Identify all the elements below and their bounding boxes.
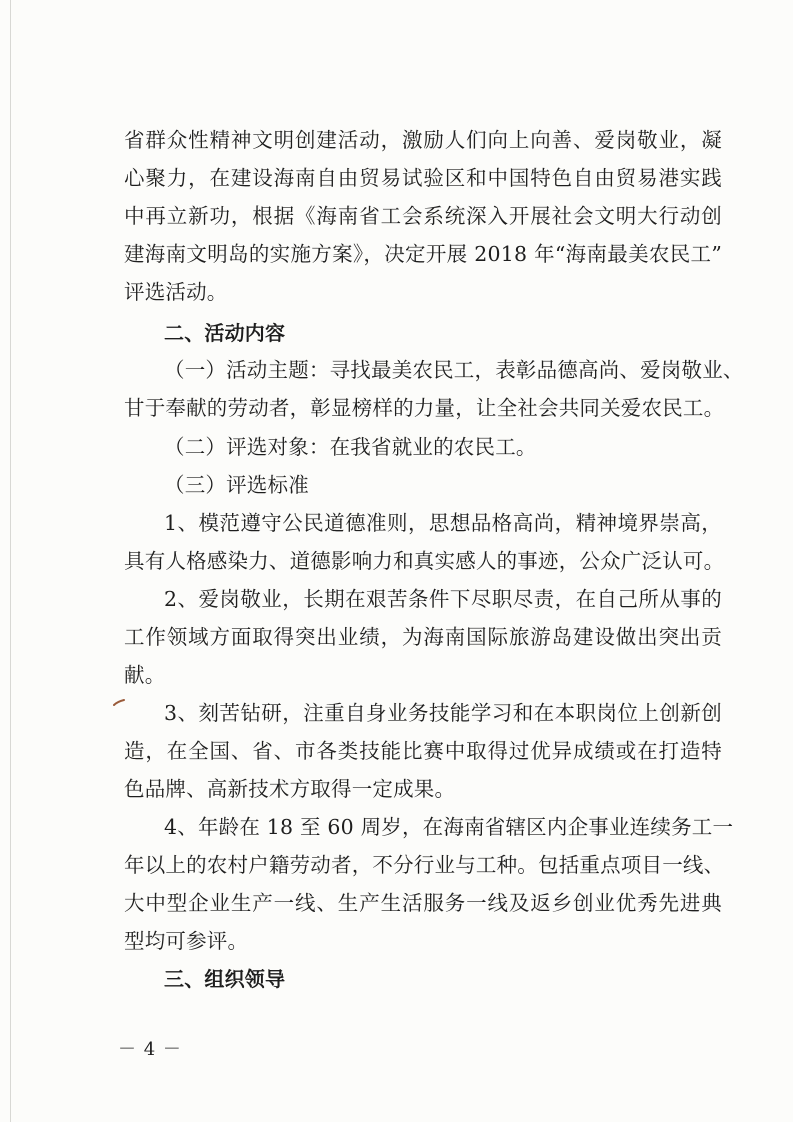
text-line: 年以上的农村户籍劳动者，不分行业与工种。包括重点项目一线、	[124, 853, 725, 877]
text-line: 大中型企业生产一线、生产生活服务一线及返乡创业优秀先进典	[124, 891, 722, 915]
text-line: 献。	[124, 663, 166, 687]
text-line: 具有人格感染力、道德影响力和真实感人的事迹，公众广泛认可。	[124, 549, 725, 573]
text-line: （一）活动主题：寻找最美农民工，表彰品德高尚、爱岗敬业、	[164, 358, 744, 382]
text-line: 2、爱岗敬业，长期在艰苦条件下尽职尽责，在自己所从事的	[164, 587, 722, 611]
text-line: 造，在全国、省、市各类技能比赛中取得过优异成绩或在打造特	[124, 739, 722, 763]
text-line: 心聚力，在建设海南自由贸易试验区和中国特色自由贸易港实践	[124, 166, 722, 190]
text-line: 4、年龄在 18 至 60 周岁，在海南省辖区内企事业连续务工一	[164, 815, 734, 839]
section-heading: 三、组织领导	[164, 967, 286, 991]
text-line: 型均可参评。	[124, 929, 249, 953]
text-line: 甘于奉献的劳动者，彰显榜样的力量，让全社会共同关爱农民工。	[124, 396, 725, 420]
scan-edge	[10, 0, 11, 1122]
section-heading: 二、活动内容	[164, 321, 286, 345]
text-line: 色品牌、高新技术方取得一定成果。	[124, 777, 456, 801]
text-line: （三）评选标准	[164, 473, 309, 497]
text-line: 省群众性精神文明创建活动，激励人们向上向善、爱岗敬业，凝	[124, 128, 722, 152]
text-line: （二）评选对象：在我省就业的农民工。	[164, 435, 537, 459]
text-line: 3、刻苦钻研，注重自身业务技能学习和在本职岗位上创新创	[164, 701, 722, 725]
text-line: 建海南文明岛的实施方案》，决定开展 2018 年“海南最美农民工”	[124, 242, 722, 266]
text-line: 中再立新功，根据《海南省工会系统深入开展社会文明大行动创	[124, 204, 722, 228]
ink-mark	[113, 698, 125, 708]
text-line: 1、模范遵守公民道德准则，思想品格高尚，精神境界崇高，	[164, 511, 722, 535]
page-number: － 4 －	[118, 1039, 182, 1060]
text-line: 评选活动。	[124, 280, 228, 304]
text-line: 工作领域方面取得突出业绩，为海南国际旅游岛建设做出突出贡	[124, 625, 722, 649]
